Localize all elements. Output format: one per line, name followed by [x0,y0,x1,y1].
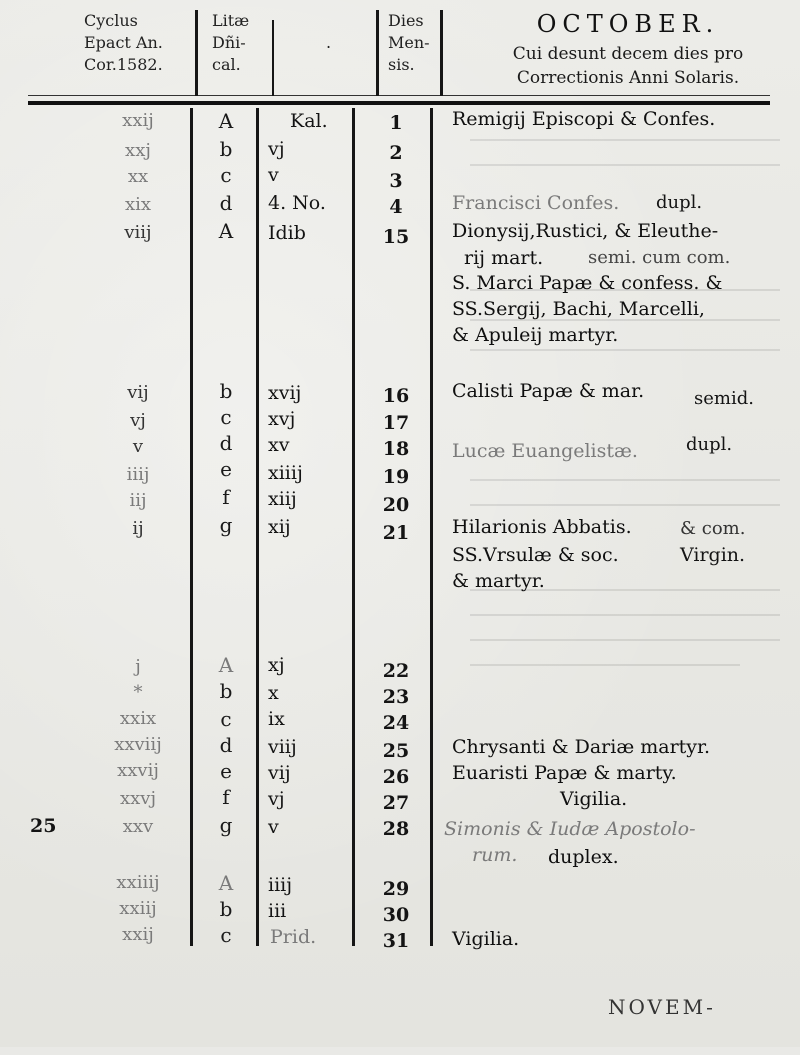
header-divider-4 [440,10,443,96]
dominical-letter-cell: c [220,707,232,731]
dominical-letter-cell: A [218,871,234,895]
feast-cell: Simonis & Iudæ Apostolo- [444,818,696,840]
kalendar-cell: vj [268,788,285,810]
feast-rank: & com. [680,518,746,539]
epact-cell: iij [129,490,147,511]
kalendar-cell: 4. No. [268,192,326,214]
epact-cell: j [135,656,141,677]
kalendar-cell: iii [268,900,287,922]
epact-cell: vj [130,410,146,431]
month-subtitle-line1: Cui desunt decem dies pro [512,44,744,64]
header-cyclus-line2: Epact An. [84,33,163,52]
header-cyclus-line1: Cyclus [84,11,138,30]
day-cell: 26 [382,766,410,788]
feast-cell: Lucæ Euangelistæ. [452,440,638,462]
day-cell: 2 [389,142,403,164]
header-litterae-line1: Litæ [212,11,250,30]
kalendar-cell: xiij [268,488,297,510]
kalendar-cell: Idib [268,222,306,244]
day-cell: 30 [382,904,410,926]
column-divider-epact [190,108,193,946]
feast-cell: Dionysij,Rustici, & Eleuthe- [452,220,719,242]
feast-cell: Calisti Papæ & mar. [452,380,645,402]
epact-cell: xxij [122,110,154,131]
header-litterae [212,10,249,76]
dominical-letter-cell: g [219,513,233,537]
month-title: OCTOBER. [536,10,720,38]
feast-cell: SS.Vrsulæ & soc. [452,544,619,566]
header-litterae-line3: cal. [212,55,241,74]
kalendar-cell: xj [268,654,285,676]
feast-cell: Hilarionis Abbatis. [452,516,632,538]
day-cell: 15 [382,226,410,248]
dominical-letter-cell: A [218,653,234,677]
day-cell: 18 [382,438,410,460]
month-subtitle [478,42,778,90]
header-dies-line1: Dies [388,11,424,30]
header-litterae-line2: Dñi- [212,33,246,52]
header-dies-line3: sis. [388,55,415,74]
epact-cell: vij [127,382,149,403]
column-divider-day [430,108,433,946]
kalendar-cell: xij [268,516,291,538]
feast-cell: Euaristi Papæ & marty. [452,762,677,784]
header-cyclus [84,10,163,76]
epact-cell: xxvj [119,788,157,809]
epact-cell: xx [127,166,149,187]
day-cell: 3 [389,170,403,192]
epact-cell: viij [124,222,152,243]
dominical-letter-cell: d [219,431,233,455]
day-cell: 22 [382,660,410,682]
kalendar-cell: v [268,816,279,838]
dominical-letter-cell: f [222,485,230,509]
dominical-letter-cell: A [218,219,234,243]
feast-cell-continuation: SS.Sergij, Bachi, Marcelli, [452,298,705,320]
day-cell: 29 [382,878,410,900]
day-cell: 24 [382,712,410,734]
dominical-letter-cell: b [219,897,233,921]
day-cell: 27 [382,792,410,814]
header-kalendarium [326,32,331,54]
day-cell: 16 [382,385,410,407]
feast-cell-continuation: rij mart. [464,247,544,269]
kalendar-cell: Prid. [270,926,317,948]
feast-cell: Chrysanti & Dariæ martyr. [452,736,711,758]
feast-cell: Remigij Episcopi & Confes. [452,108,716,130]
kalendar-cell: ix [268,708,285,730]
feast-cell-continuation: & martyr. [452,570,545,592]
dominical-letter-cell: g [219,813,233,837]
header-divider-2 [272,20,274,96]
day-cell: 4 [389,196,403,218]
kalendar-cell: x [268,682,279,704]
kalendar-cell: vij [268,762,291,784]
dominical-letter-cell: d [219,733,233,757]
catchword: NOVEM- [608,995,716,1019]
feast-rank: Virgin. [680,544,746,566]
day-cell: 20 [382,494,410,516]
kalendar-cell: xv [268,434,290,456]
epact-cell: xxiiij [116,872,160,893]
header-cyclus-line3: Cor.1582. [84,55,163,74]
feast-cell: S. Marci Papæ & confess. & [452,272,723,294]
header-dies [388,10,430,76]
dominical-letter-cell: f [222,785,230,809]
feast-cell: Vigilia. [560,788,628,810]
margin-number: 25 [30,815,57,837]
epact-cell: xxix [119,708,157,729]
kalendar-cell: iiij [268,874,293,896]
feast-rank: dupl. [686,434,733,455]
kalendar-cell: xiiij [268,462,303,484]
header-kalendarium-mark: . [326,33,332,52]
feast-rank: semid. [694,388,754,409]
kalendar-cell: vj [268,138,285,160]
feast-rank: dupl. [656,192,703,213]
header-rule-thick [28,101,770,105]
epact-cell: * [133,682,143,703]
header-rule-thin [28,95,770,96]
day-cell: 19 [382,466,410,488]
epact-cell: xxvij [117,760,159,781]
dominical-letter-cell: d [219,191,233,215]
header-divider-1 [195,10,198,96]
feast-cell: Francisci Confes. [452,192,620,214]
dominical-letter-cell: c [220,163,232,187]
kalendar-cell: xvij [268,382,302,404]
feast-rank: duplex. [548,846,619,868]
kalendar-cell: viij [268,736,297,758]
epact-cell: ij [132,518,144,539]
dominical-letter-cell: b [219,137,233,161]
epact-cell: xxj [125,140,151,161]
header-dies-line2: Men- [388,33,430,52]
dominical-letter-cell: c [220,405,232,429]
epact-cell: xxiij [119,898,157,919]
month-subtitle-line2: Correctionis Anni Solaris. [516,68,740,88]
feast-rank: semi. cum com. [588,247,731,268]
column-divider-letter [256,108,259,946]
kalendar-cell: v [268,164,279,186]
day-cell: 31 [382,930,410,952]
header-divider-3 [376,10,379,96]
dominical-letter-cell: b [219,679,233,703]
epact-cell: iiij [126,464,150,485]
day-cell: 21 [382,522,410,544]
feast-cell: Vigilia. [452,928,520,950]
epact-cell: xix [124,194,152,215]
dominical-letter-cell: e [220,759,232,783]
day-cell: 25 [382,740,410,762]
day-cell: 17 [382,412,410,434]
dominical-letter-cell: c [220,923,232,947]
epact-cell: xxij [122,924,154,945]
feast-cell-continuation: rum. [472,844,518,866]
day-cell: 23 [382,686,410,708]
epact-cell: xxv [122,816,154,837]
kalendar-cell: Kal. [290,110,328,132]
epact-cell: xxviij [114,734,162,755]
day-cell: 28 [382,818,410,840]
epact-cell: v [132,436,144,457]
day-cell: 1 [389,112,403,134]
feast-cell-continuation: & Apuleij martyr. [452,324,619,346]
kalendar-cell: xvj [268,408,296,430]
dominical-letter-cell: e [220,457,232,481]
dominical-letter-cell: b [219,379,233,403]
dominical-letter-cell: A [218,109,234,133]
